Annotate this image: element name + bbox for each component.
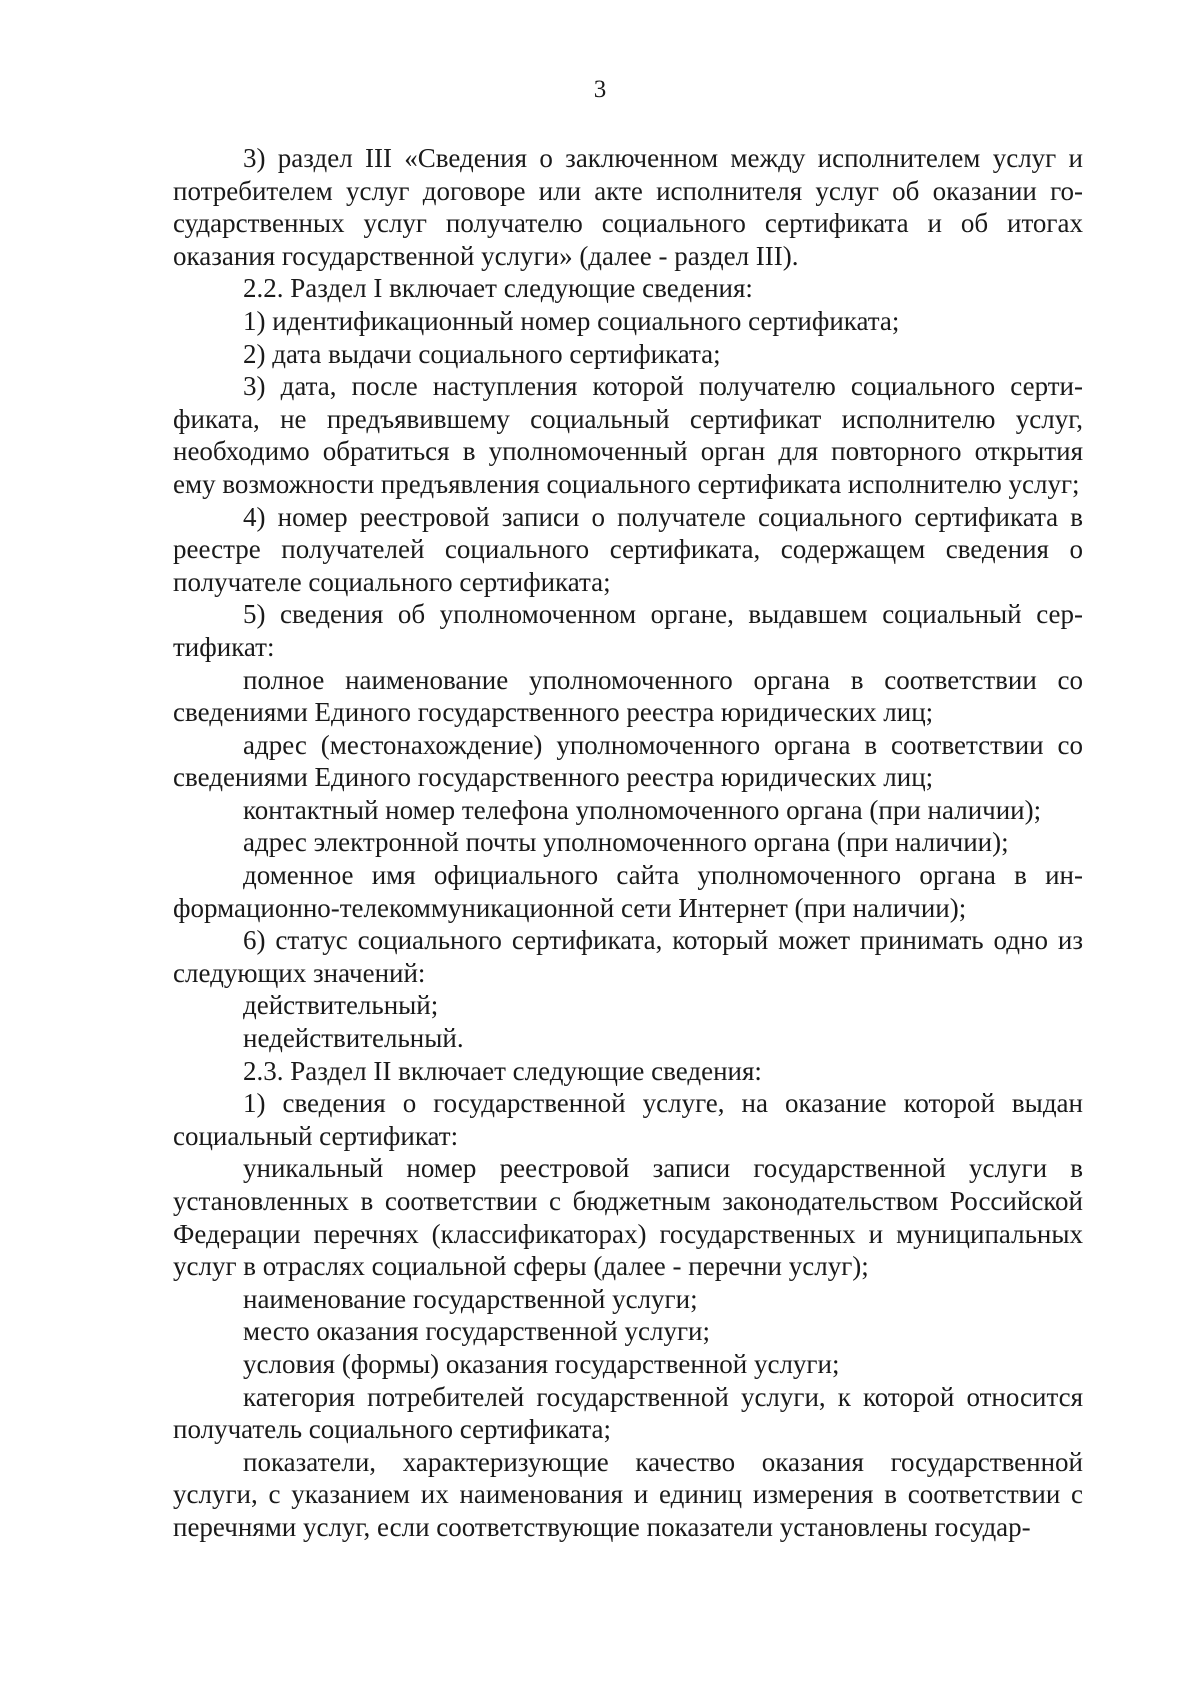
- paragraph: уникальный номер реестровой записи государственной услуги в установленных в соответствии с бюджетным законодательством Российской Федерации перечнях (классификаторах) государственных и муниципальных услуг в отраслях социальной сферы (далее - перечни услуг);: [173, 1153, 1083, 1282]
- paragraph: категория потребителей государственной услуги, к которой относится получатель социального сертификата;: [173, 1381, 1083, 1445]
- paragraph: недействительный.: [243, 1023, 464, 1054]
- paragraph: 3) раздел III «Сведения о заключенном между исполнителем услуг и потребителем услуг договоре или акте исполнителя услуг об оказании государственных услуг получателю социального сертификата и об итогах оказания государственной услуги» (далее - раздел III).: [173, 143, 1083, 271]
- paragraph: наименование государственной услуги;: [243, 1283, 698, 1314]
- paragraph: 3) дата, после наступления которой получателю социального сертификата, не предъявившему социальный сертификат исполнителю услуг, необходимо обратиться в уполномоченный орган для повторного открытия ему возможности предъявления социального сертификата исполнителю услуг;: [173, 371, 1083, 499]
- document-body: [173, 142, 1083, 1544]
- paragraph: 2) дата выдачи социального сертификата;: [243, 338, 721, 369]
- paragraph: место оказания государственной услуги;: [243, 1316, 710, 1347]
- paragraph: условия (формы) оказания государственной услуги;: [243, 1348, 840, 1379]
- paragraph: 1) идентификационный номер социального сертификата;: [243, 305, 900, 336]
- paragraph: контактный номер телефона уполномоченного органа (при наличии);: [243, 794, 1042, 825]
- paragraph: адрес (местонахождение) уполномоченного органа в соответствии со сведениями Единого государственного реестра юридических лиц;: [173, 729, 1083, 793]
- paragraph: 5) сведения об уполномоченном органе, выдавшем социальный сертификат:: [173, 599, 1083, 662]
- paragraph: 4) номер реестровой записи о получателе социального сертификата в реестре получателей социального сертификата, содержащем сведения о получателе социального сертификата;: [173, 501, 1083, 597]
- paragraph: 1) сведения о государственной услуге, на оказание которой выдан социальный сертификат:: [173, 1088, 1083, 1151]
- paragraph: полное наименование уполномоченного органа в соответствии со сведениями Единого государственного реестра юридических лиц;: [173, 664, 1083, 728]
- paragraph: 2.3. Раздел II включает следующие сведения:: [243, 1055, 762, 1086]
- paragraph: действительный;: [243, 990, 439, 1021]
- paragraph: доменное имя официального сайта уполномоченного органа в информационно-телекоммуникационной сети Интернет (при наличии);: [173, 860, 1083, 923]
- paragraph: показатели, характеризующие качество оказания государственной услуги, с указанием их наименования и единиц измерения в соответствии с перечнями услуг, если соответствующие показатели установлены государ-: [173, 1446, 1083, 1542]
- paragraph: 6) статус социального сертификата, который может принимать одно из следующих значений:: [173, 925, 1083, 988]
- page-number: 3: [593, 76, 607, 103]
- paragraph: 2.2. Раздел I включает следующие сведения:: [243, 273, 753, 304]
- paragraph: адрес электронной почты уполномоченного органа (при наличии);: [243, 827, 1009, 858]
